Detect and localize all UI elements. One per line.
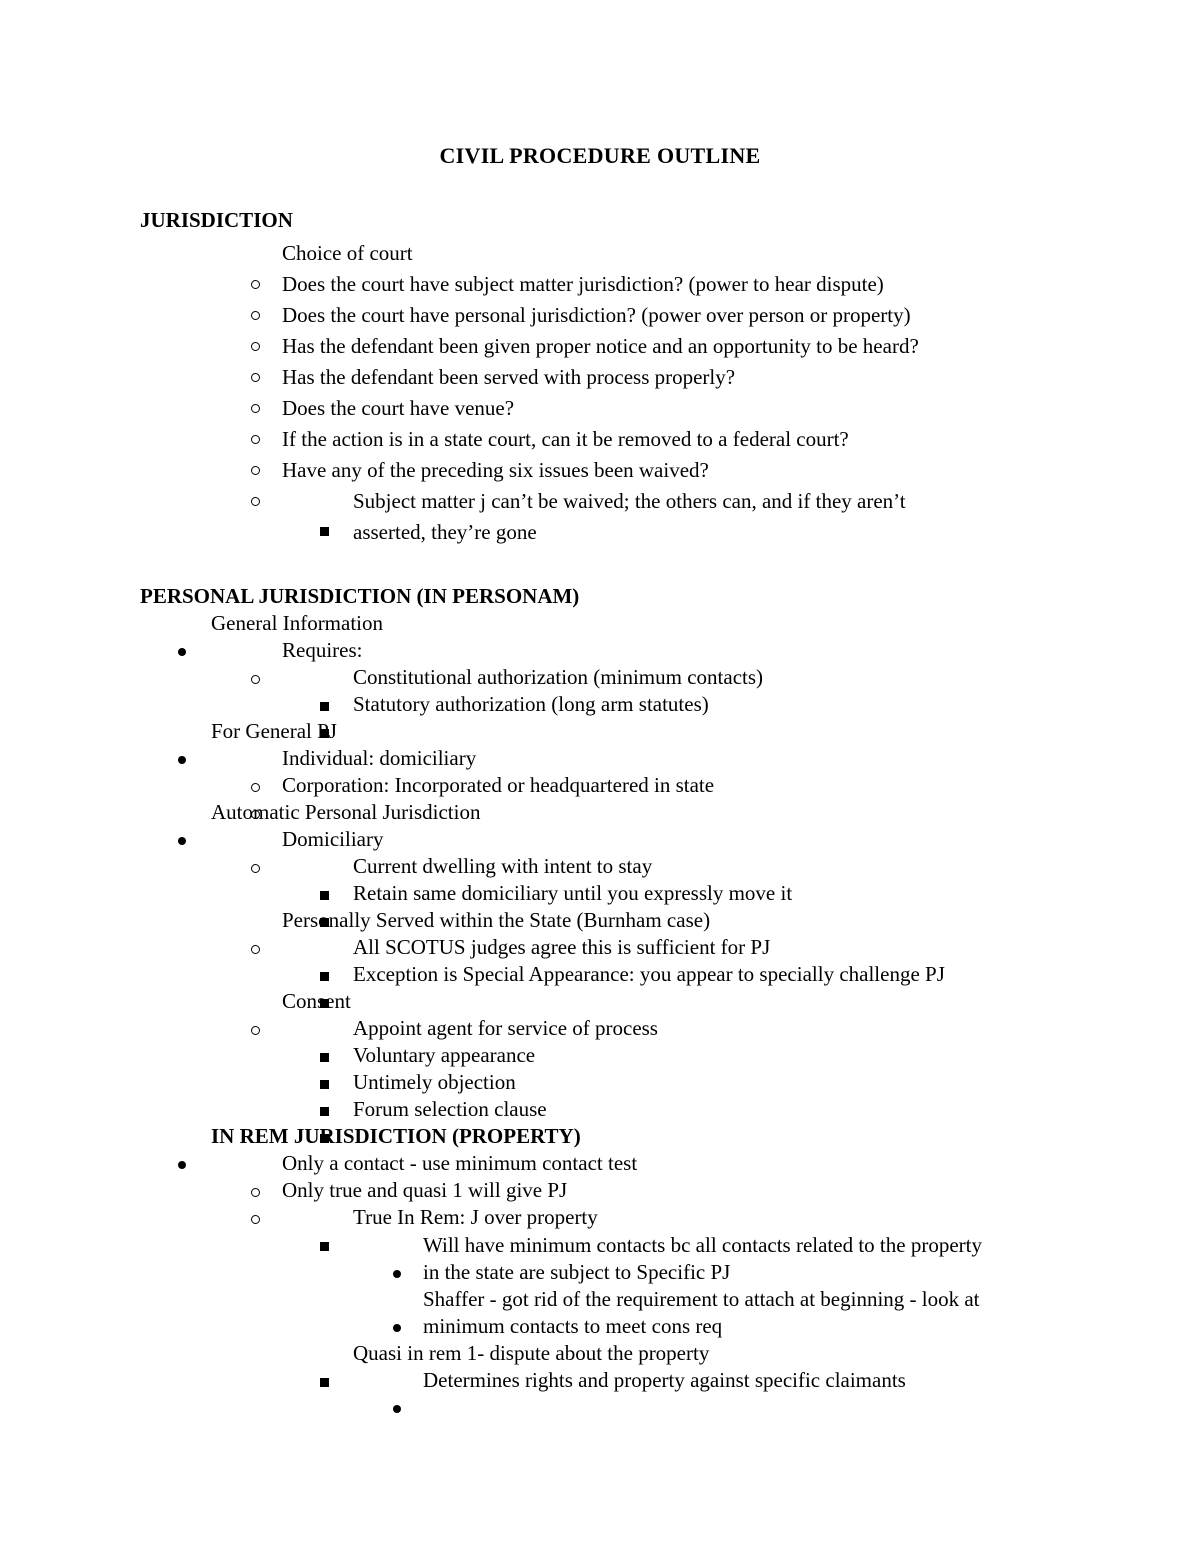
hollow-bullet-icon: [251, 1188, 260, 1197]
square-bullet-icon: [320, 1107, 329, 1116]
list-item: Personally Served within the State (Burnham case): [282, 908, 711, 932]
list-item: Retain same domiciliary until you expressly move it: [353, 881, 793, 905]
list-item: Requires:: [282, 638, 363, 662]
hollow-bullet-icon: [251, 864, 260, 873]
list-item: Only a contact - use minimum contact test: [282, 1151, 638, 1175]
list-item: Corporation: Incorporated or headquartered in state: [282, 773, 715, 797]
list-item: Voluntary appearance: [353, 1043, 536, 1067]
hollow-bullet-icon: [251, 783, 260, 792]
list-item: For General PJ: [211, 719, 337, 743]
list-item: Exception is Special Appearance: you appear to specially challenge PJ: [353, 962, 945, 986]
solid-bullet-icon: [393, 1324, 401, 1332]
solid-bullet-icon: [178, 756, 186, 764]
square-bullet-icon: [320, 1053, 329, 1062]
hollow-bullet-icon: [251, 945, 260, 954]
list-item: Quasi in rem 1- dispute about the property: [353, 1341, 710, 1365]
list-item: Individual: domiciliary: [282, 746, 477, 770]
list-item-continuation: asserted, they’re gone: [353, 520, 537, 544]
list-item: Does the court have personal jurisdiction? (power over person or property): [282, 303, 911, 327]
list-item: Shaffer - got rid of the requirement to attach at beginning - look at: [423, 1287, 980, 1311]
list-item: Current dwelling with intent to stay: [353, 854, 653, 878]
list-item: Has the defendant been served with process properly?: [282, 365, 736, 389]
hollow-bullet-icon: [251, 466, 260, 475]
square-bullet-icon: [320, 1378, 329, 1387]
list-item-continuation: in the state are subject to Specific PJ: [423, 1260, 731, 1284]
solid-bullet-icon: [178, 1161, 186, 1169]
list-item: Statutory authorization (long arm statutes): [353, 692, 709, 716]
list-item: Untimely objection: [353, 1070, 516, 1094]
hollow-bullet-icon: [251, 497, 260, 506]
hollow-bullet-icon: [251, 404, 260, 413]
list-item-continuation: minimum contacts to meet cons req: [423, 1314, 723, 1338]
list-item: Have any of the preceding six issues been waived?: [282, 458, 709, 482]
list-item: Domiciliary: [282, 827, 384, 851]
list-item: Only true and quasi 1 will give PJ: [282, 1178, 568, 1202]
section-heading-personal-jurisdiction: PERSONAL JURISDICTION (IN PERSONAM): [140, 584, 580, 608]
list-item: Subject matter j can’t be waived; the others can, and if they aren’t: [353, 489, 906, 513]
square-bullet-icon: [320, 891, 329, 900]
hollow-bullet-icon: [251, 280, 260, 289]
list-item: Forum selection clause: [353, 1097, 547, 1121]
list-item: True In Rem: J over property: [353, 1205, 598, 1229]
list-item: Will have minimum contacts bc all contacts related to the property: [423, 1233, 982, 1257]
list-item: Determines rights and property against specific claimants: [423, 1368, 906, 1392]
square-bullet-icon: [320, 972, 329, 981]
square-bullet-icon: [320, 527, 329, 536]
solid-bullet-icon: [393, 1405, 401, 1413]
list-item: Constitutional authorization (minimum contacts): [353, 665, 764, 689]
section-heading-in-rem: IN REM JURISDICTION (PROPERTY): [211, 1124, 581, 1148]
list-item: Has the defendant been given proper notice and an opportunity to be heard?: [282, 334, 919, 358]
hollow-bullet-icon: [251, 1026, 260, 1035]
square-bullet-icon: [320, 702, 329, 711]
list-item: If the action is in a state court, can it be removed to a federal court?: [282, 427, 849, 451]
solid-bullet-icon: [393, 1270, 401, 1278]
section-heading-jurisdiction: JURISDICTION: [140, 208, 293, 232]
hollow-bullet-icon: [251, 1215, 260, 1224]
solid-bullet-icon: [178, 648, 186, 656]
list-item: Does the court have subject matter jurisdiction? (power to hear dispute): [282, 272, 884, 296]
square-bullet-icon: [320, 1080, 329, 1089]
list-item: All SCOTUS judges agree this is sufficient for PJ: [353, 935, 771, 959]
hollow-bullet-icon: [251, 342, 260, 351]
hollow-bullet-icon: [251, 373, 260, 382]
list-item: Consent: [282, 989, 351, 1013]
list-item: General Information: [211, 611, 384, 635]
solid-bullet-icon: [178, 837, 186, 845]
hollow-bullet-icon: [251, 311, 260, 320]
list-item: Does the court have venue?: [282, 396, 515, 420]
square-bullet-icon: [320, 1242, 329, 1251]
hollow-bullet-icon: [251, 675, 260, 684]
document-title: CIVIL PROCEDURE OUTLINE: [439, 143, 761, 168]
list-item: Appoint agent for service of process: [353, 1016, 658, 1040]
list-item: Choice of court: [282, 241, 413, 265]
list-item: Automatic Personal Jurisdiction: [211, 800, 481, 824]
hollow-bullet-icon: [251, 435, 260, 444]
